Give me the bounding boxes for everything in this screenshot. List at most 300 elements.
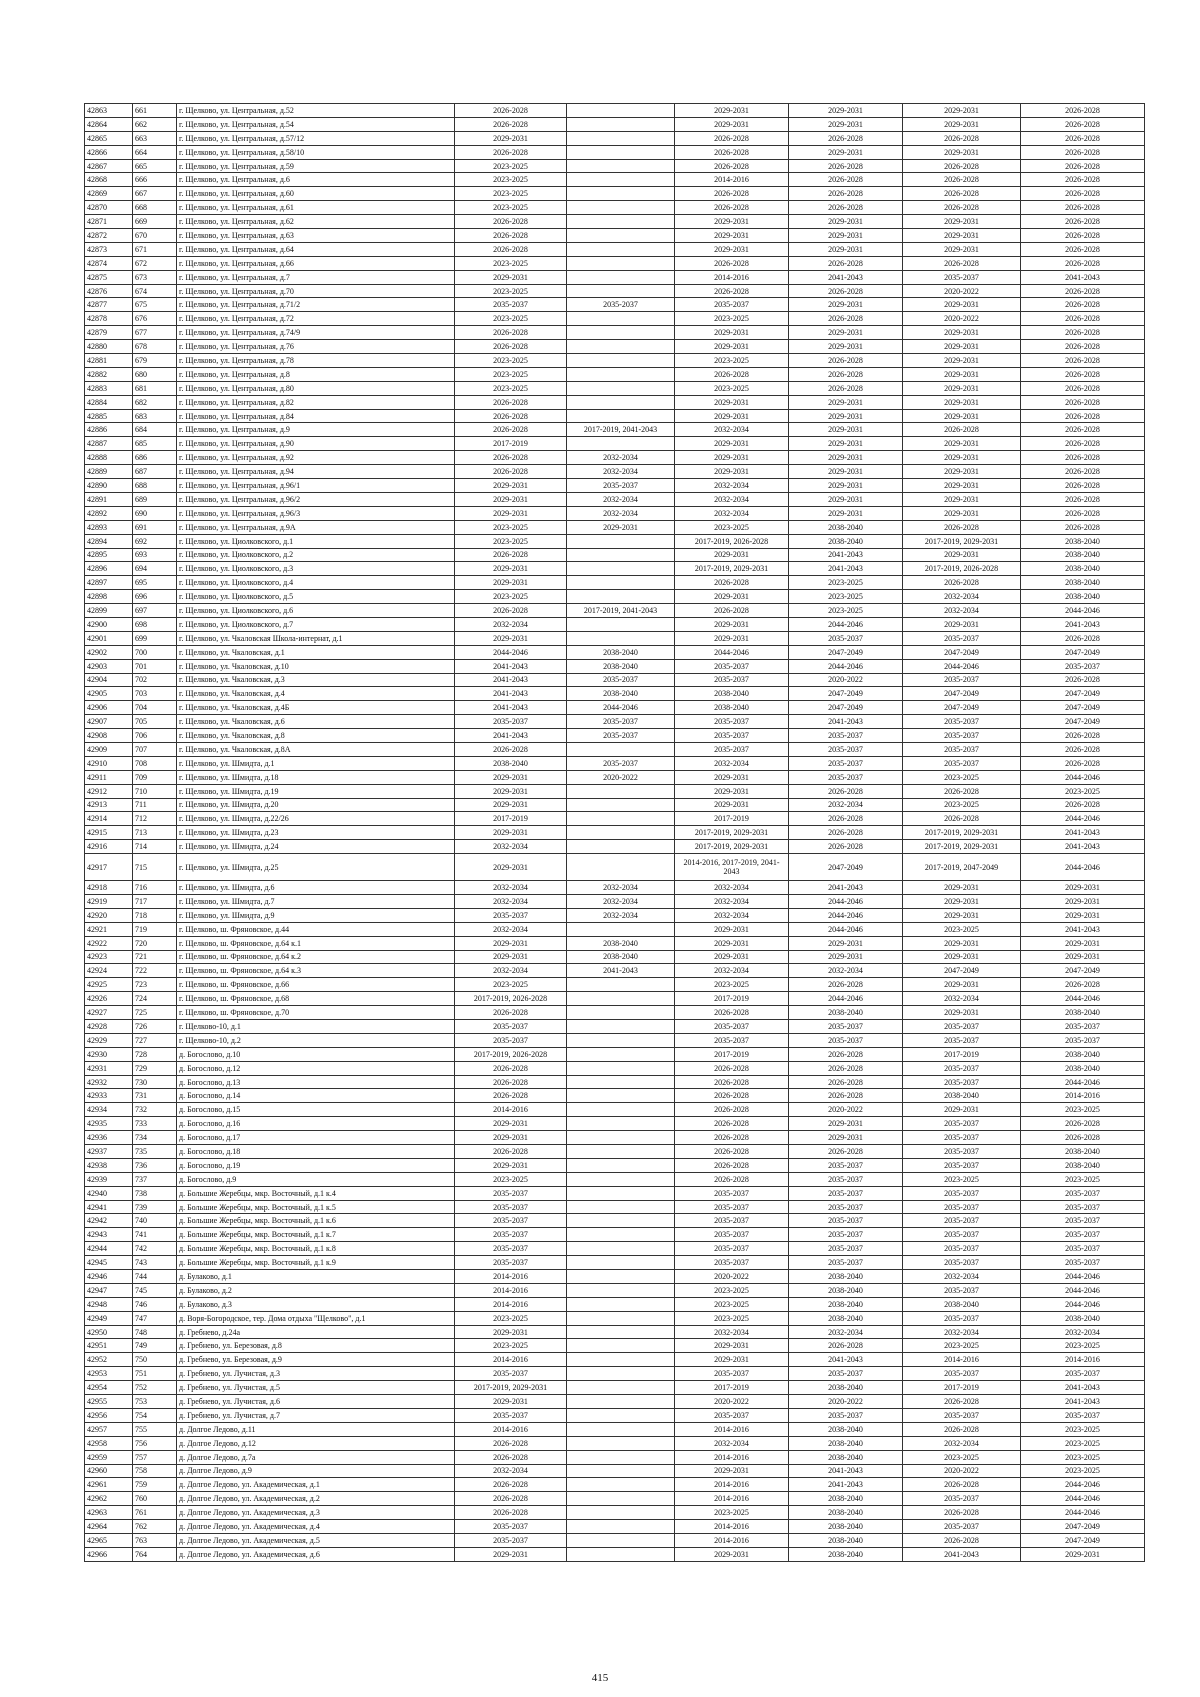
table-row <box>85 1547 1145 1561</box>
row-number-cell: 698 <box>133 617 177 631</box>
period-cell-6: 2026-2028 <box>1021 284 1145 298</box>
period-cell-6: 2026-2028 <box>1021 229 1145 243</box>
address-cell: г. Щелково, ул. Центральная, д.9 <box>177 423 455 437</box>
period-cell-2 <box>567 1506 675 1520</box>
period-cell-3: 2029-2031 <box>675 340 789 354</box>
period-cell-1: 2014-2016 <box>455 1283 567 1297</box>
row-number-cell: 681 <box>133 381 177 395</box>
period-cell-5: 2026-2028 <box>903 201 1021 215</box>
table-row <box>85 1006 1145 1020</box>
period-cell-1: 2029-2031 <box>455 1395 567 1409</box>
address-cell: г. Щелково, ул. Центральная, д.63 <box>177 229 455 243</box>
row-number-cell: 710 <box>133 784 177 798</box>
period-cell-6: 2026-2028 <box>1021 756 1145 770</box>
row-number-cell: 728 <box>133 1047 177 1061</box>
period-cell-1: 2026-2028 <box>455 409 567 423</box>
period-cell-5: 2035-2037 <box>903 1228 1021 1242</box>
period-cell-6: 2026-2028 <box>1021 479 1145 493</box>
address-cell: д. Долгое Ледово, д.11 <box>177 1422 455 1436</box>
period-cell-1: 2035-2037 <box>455 1367 567 1381</box>
period-cell-6: 2026-2028 <box>1021 520 1145 534</box>
row-number-cell: 700 <box>133 645 177 659</box>
period-cell-1: 2023-2025 <box>455 159 567 173</box>
period-cell-1: 2017-2019, 2026-2028 <box>455 1047 567 1061</box>
address-cell: г. Щелково, ул. Шмидта, д.1 <box>177 756 455 770</box>
period-cell-6: 2038-2040 <box>1021 576 1145 590</box>
address-cell: г. Щелково, ул. Центральная, д.90 <box>177 437 455 451</box>
row-number-cell: 693 <box>133 548 177 562</box>
period-cell-3: 2017-2019, 2029-2031 <box>675 826 789 840</box>
period-cell-4: 2047-2049 <box>789 687 903 701</box>
period-cell-2 <box>567 354 675 368</box>
period-cell-1: 2029-2031 <box>455 562 567 576</box>
period-cell-4: 2026-2028 <box>789 1339 903 1353</box>
address-cell: г. Щелково, ул. Центральная, д.7 <box>177 270 455 284</box>
period-cell-1: 2026-2028 <box>455 145 567 159</box>
address-cell: д. Богослово, д.9 <box>177 1172 455 1186</box>
row-id-cell: 42880 <box>85 340 133 354</box>
row-number-cell: 683 <box>133 409 177 423</box>
row-id-cell: 42899 <box>85 604 133 618</box>
row-id-cell: 42901 <box>85 631 133 645</box>
period-cell-4: 2029-2031 <box>789 340 903 354</box>
period-cell-2: 2035-2037 <box>567 715 675 729</box>
period-cell-6: 2038-2040 <box>1021 1145 1145 1159</box>
row-id-cell: 42948 <box>85 1297 133 1311</box>
period-cell-1: 2035-2037 <box>455 1533 567 1547</box>
table-row <box>85 145 1145 159</box>
period-cell-1: 2026-2028 <box>455 465 567 479</box>
table-row <box>85 1408 1145 1422</box>
period-cell-5: 2029-2031 <box>903 437 1021 451</box>
period-cell-4: 2035-2037 <box>789 1214 903 1228</box>
row-id-cell: 42930 <box>85 1047 133 1061</box>
period-cell-3: 2014-2016 <box>675 1478 789 1492</box>
period-cell-2: 2017-2019, 2041-2043 <box>567 423 675 437</box>
period-cell-6: 2035-2037 <box>1021 1214 1145 1228</box>
period-cell-3: 2032-2034 <box>675 1325 789 1339</box>
table-row <box>85 1172 1145 1186</box>
row-number-cell: 744 <box>133 1270 177 1284</box>
address-cell: г. Щелково, ш. Фряновское, д.64 к.1 <box>177 936 455 950</box>
period-cell-6: 2026-2028 <box>1021 326 1145 340</box>
period-cell-6: 2038-2040 <box>1021 1158 1145 1172</box>
period-cell-5: 2026-2028 <box>903 812 1021 826</box>
period-cell-2 <box>567 798 675 812</box>
period-cell-2 <box>567 159 675 173</box>
period-cell-1: 2029-2031 <box>455 1131 567 1145</box>
table-row <box>85 576 1145 590</box>
address-cell: д. Большие Жеребцы, мкр. Восточный, д.1 к.6 <box>177 1214 455 1228</box>
period-cell-6: 2026-2028 <box>1021 465 1145 479</box>
period-cell-3: 2029-2031 <box>675 590 789 604</box>
period-cell-6: 2038-2040 <box>1021 562 1145 576</box>
period-cell-4: 2044-2046 <box>789 922 903 936</box>
row-id-cell: 42929 <box>85 1033 133 1047</box>
period-cell-6: 2026-2028 <box>1021 298 1145 312</box>
period-cell-3: 2038-2040 <box>675 687 789 701</box>
address-cell: г. Щелково, ул. Чкаловская, д.4 <box>177 687 455 701</box>
table-row <box>85 1131 1145 1145</box>
row-number-cell: 747 <box>133 1311 177 1325</box>
row-number-cell: 694 <box>133 562 177 576</box>
period-cell-4: 2041-2043 <box>789 548 903 562</box>
period-cell-3: 2035-2037 <box>675 1228 789 1242</box>
period-cell-5: 2038-2040 <box>903 1297 1021 1311</box>
period-cell-4: 2023-2025 <box>789 590 903 604</box>
row-number-cell: 752 <box>133 1381 177 1395</box>
period-cell-6: 2044-2046 <box>1021 770 1145 784</box>
period-cell-6: 2026-2028 <box>1021 187 1145 201</box>
row-id-cell: 42875 <box>85 270 133 284</box>
row-number-cell: 730 <box>133 1075 177 1089</box>
row-id-cell: 42890 <box>85 479 133 493</box>
period-cell-6: 2044-2046 <box>1021 1492 1145 1506</box>
period-cell-2: 2032-2034 <box>567 506 675 520</box>
period-cell-3: 2035-2037 <box>675 729 789 743</box>
period-cell-5: 2035-2037 <box>903 1520 1021 1534</box>
period-cell-1: 2023-2025 <box>455 1311 567 1325</box>
row-id-cell: 42938 <box>85 1158 133 1172</box>
period-cell-3: 2029-2031 <box>675 451 789 465</box>
period-cell-6: 2029-2031 <box>1021 1547 1145 1561</box>
table-row <box>85 451 1145 465</box>
address-cell: г. Щелково, ул. Центральная, д.52 <box>177 104 455 118</box>
period-cell-2 <box>567 1353 675 1367</box>
period-cell-6: 2041-2043 <box>1021 617 1145 631</box>
row-id-cell: 42937 <box>85 1145 133 1159</box>
period-cell-2: 2032-2034 <box>567 908 675 922</box>
period-cell-4: 2029-2031 <box>789 395 903 409</box>
period-cell-3: 2029-2031 <box>675 1353 789 1367</box>
row-id-cell: 42931 <box>85 1061 133 1075</box>
period-cell-1: 2041-2043 <box>455 659 567 673</box>
period-cell-2 <box>567 1450 675 1464</box>
period-cell-5: 2035-2037 <box>903 1158 1021 1172</box>
period-cell-1: 2029-2031 <box>455 854 567 881</box>
table-row <box>85 894 1145 908</box>
address-cell: д. Богослово, д.19 <box>177 1158 455 1172</box>
table-row <box>85 562 1145 576</box>
period-cell-1: 2044-2046 <box>455 645 567 659</box>
period-cell-1: 2014-2016 <box>455 1103 567 1117</box>
period-cell-6: 2047-2049 <box>1021 701 1145 715</box>
row-id-cell: 42941 <box>85 1200 133 1214</box>
period-cell-6: 2035-2037 <box>1021 659 1145 673</box>
period-cell-4: 2029-2031 <box>789 465 903 479</box>
table-row <box>85 590 1145 604</box>
row-number-cell: 695 <box>133 576 177 590</box>
period-cell-6: 2026-2028 <box>1021 312 1145 326</box>
period-cell-3: 2026-2028 <box>675 145 789 159</box>
row-id-cell: 42869 <box>85 187 133 201</box>
address-cell: д. Богослово, д.16 <box>177 1117 455 1131</box>
row-number-cell: 763 <box>133 1533 177 1547</box>
period-cell-5: 2020-2022 <box>903 284 1021 298</box>
period-cell-1: 2017-2019, 2029-2031 <box>455 1381 567 1395</box>
period-cell-2: 2032-2034 <box>567 451 675 465</box>
table-row <box>85 534 1145 548</box>
period-cell-6: 2044-2046 <box>1021 1478 1145 1492</box>
period-cell-4: 2029-2031 <box>789 423 903 437</box>
table-row <box>85 840 1145 854</box>
row-id-cell: 42863 <box>85 104 133 118</box>
row-id-cell: 42898 <box>85 590 133 604</box>
period-cell-3: 2026-2028 <box>675 1103 789 1117</box>
row-id-cell: 42910 <box>85 756 133 770</box>
period-cell-6: 2041-2043 <box>1021 922 1145 936</box>
row-number-cell: 692 <box>133 534 177 548</box>
row-number-cell: 705 <box>133 715 177 729</box>
period-cell-2: 2035-2037 <box>567 298 675 312</box>
table-row <box>85 506 1145 520</box>
row-number-cell: 729 <box>133 1061 177 1075</box>
period-cell-3: 2032-2034 <box>675 756 789 770</box>
period-cell-4: 2023-2025 <box>789 604 903 618</box>
address-cell: г. Щелково, ул. Центральная, д.71/2 <box>177 298 455 312</box>
table-row <box>85 645 1145 659</box>
period-cell-5: 2029-2031 <box>903 242 1021 256</box>
table-row <box>85 201 1145 215</box>
period-cell-6: 2026-2028 <box>1021 1117 1145 1131</box>
period-cell-6: 2026-2028 <box>1021 673 1145 687</box>
row-number-cell: 722 <box>133 964 177 978</box>
period-cell-5: 2035-2037 <box>903 729 1021 743</box>
row-id-cell: 42960 <box>85 1464 133 1478</box>
row-number-cell: 688 <box>133 479 177 493</box>
period-cell-1: 2023-2025 <box>455 201 567 215</box>
period-cell-2: 2038-2040 <box>567 687 675 701</box>
period-cell-6: 2044-2046 <box>1021 604 1145 618</box>
period-cell-3: 2032-2034 <box>675 506 789 520</box>
row-id-cell: 42881 <box>85 354 133 368</box>
period-cell-4: 2044-2046 <box>789 992 903 1006</box>
address-cell: г. Щелково, ул. Циолковского, д.2 <box>177 548 455 562</box>
table-row <box>85 978 1145 992</box>
address-cell: г. Щелково, ул. Чкаловская, д.6 <box>177 715 455 729</box>
period-cell-5: 2029-2031 <box>903 215 1021 229</box>
period-cell-6: 2041-2043 <box>1021 1381 1145 1395</box>
period-cell-2 <box>567 1381 675 1395</box>
period-cell-6: 2029-2031 <box>1021 881 1145 895</box>
period-cell-2 <box>567 1228 675 1242</box>
table-row <box>85 1464 1145 1478</box>
row-id-cell: 42950 <box>85 1325 133 1339</box>
period-cell-5: 2029-2031 <box>903 367 1021 381</box>
row-number-cell: 679 <box>133 354 177 368</box>
row-number-cell: 663 <box>133 131 177 145</box>
period-cell-4: 2026-2028 <box>789 840 903 854</box>
period-cell-3: 2026-2028 <box>675 367 789 381</box>
address-cell: г. Щелково, ул. Центральная, д.70 <box>177 284 455 298</box>
period-cell-5: 2035-2037 <box>903 1186 1021 1200</box>
period-cell-1: 2026-2028 <box>455 242 567 256</box>
address-cell: д. Большие Жеребцы, мкр. Восточный, д.1 к.8 <box>177 1242 455 1256</box>
period-cell-4: 2029-2031 <box>789 229 903 243</box>
period-cell-1: 2029-2031 <box>455 784 567 798</box>
period-cell-5: 2047-2049 <box>903 645 1021 659</box>
address-cell: г. Щелково, ул. Чкаловская Школа-интернат, д.1 <box>177 631 455 645</box>
period-cell-5: 2026-2028 <box>903 1422 1021 1436</box>
period-cell-3: 2026-2028 <box>675 1131 789 1145</box>
period-cell-2: 2035-2037 <box>567 673 675 687</box>
period-cell-1: 2026-2028 <box>455 423 567 437</box>
row-id-cell: 42907 <box>85 715 133 729</box>
period-cell-5: 2017-2019 <box>903 1381 1021 1395</box>
period-cell-5: 2035-2037 <box>903 1033 1021 1047</box>
period-cell-3: 2023-2025 <box>675 381 789 395</box>
period-cell-2 <box>567 922 675 936</box>
period-cell-3: 2026-2028 <box>675 1006 789 1020</box>
table-row <box>85 1506 1145 1520</box>
period-cell-1: 2032-2034 <box>455 840 567 854</box>
period-cell-5: 2032-2034 <box>903 604 1021 618</box>
period-cell-5: 2035-2037 <box>903 1131 1021 1145</box>
table-row <box>85 1242 1145 1256</box>
row-number-cell: 707 <box>133 742 177 756</box>
address-cell: д. Богослово, д.10 <box>177 1047 455 1061</box>
address-cell: д. Большие Жеребцы, мкр. Восточный, д.1 к.5 <box>177 1200 455 1214</box>
period-cell-6: 2023-2025 <box>1021 1464 1145 1478</box>
table-row <box>85 1186 1145 1200</box>
row-number-cell: 761 <box>133 1506 177 1520</box>
row-number-cell: 708 <box>133 756 177 770</box>
period-cell-5: 2035-2037 <box>903 1061 1021 1075</box>
table-row <box>85 270 1145 284</box>
table-row <box>85 742 1145 756</box>
period-cell-1: 2023-2025 <box>455 1339 567 1353</box>
period-cell-1: 2029-2031 <box>455 798 567 812</box>
period-cell-1: 2017-2019 <box>455 812 567 826</box>
period-cell-4: 2035-2037 <box>789 756 903 770</box>
period-cell-5: 2017-2019, 2047-2049 <box>903 854 1021 881</box>
period-cell-4: 2038-2040 <box>789 1297 903 1311</box>
table-row <box>85 1520 1145 1534</box>
row-number-cell: 690 <box>133 506 177 520</box>
row-number-cell: 662 <box>133 117 177 131</box>
period-cell-1: 2035-2037 <box>455 908 567 922</box>
row-id-cell: 42924 <box>85 964 133 978</box>
period-cell-6: 2026-2028 <box>1021 131 1145 145</box>
row-id-cell: 42956 <box>85 1408 133 1422</box>
address-cell: г. Щелково, ул. Шмидта, д.25 <box>177 854 455 881</box>
period-cell-6: 2029-2031 <box>1021 936 1145 950</box>
table-row <box>85 423 1145 437</box>
period-cell-2 <box>567 1256 675 1270</box>
period-cell-3: 2017-2019 <box>675 992 789 1006</box>
period-cell-1: 2032-2034 <box>455 881 567 895</box>
period-cell-5: 2029-2031 <box>903 354 1021 368</box>
table-row <box>85 992 1145 1006</box>
period-cell-2 <box>567 1408 675 1422</box>
period-cell-2: 2038-2040 <box>567 950 675 964</box>
address-cell: г. Щелково, ул. Центральная, д.58/10 <box>177 145 455 159</box>
period-cell-5: 2029-2031 <box>903 451 1021 465</box>
period-cell-6: 2026-2028 <box>1021 798 1145 812</box>
period-cell-3: 2014-2016 <box>675 1450 789 1464</box>
period-cell-6: 2041-2043 <box>1021 826 1145 840</box>
address-cell: г. Щелково, ул. Центральная, д.66 <box>177 256 455 270</box>
period-cell-2 <box>567 409 675 423</box>
period-cell-5: 2026-2028 <box>903 784 1021 798</box>
period-cell-5: 2032-2034 <box>903 1270 1021 1284</box>
period-cell-5: 2029-2031 <box>903 145 1021 159</box>
period-cell-4: 2026-2028 <box>789 1089 903 1103</box>
period-cell-2 <box>567 131 675 145</box>
row-number-cell: 704 <box>133 701 177 715</box>
row-number-cell: 725 <box>133 1006 177 1020</box>
period-cell-5: 2035-2037 <box>903 1242 1021 1256</box>
row-id-cell: 42957 <box>85 1422 133 1436</box>
address-cell: г. Щелково, ул. Чкаловская, д.3 <box>177 673 455 687</box>
period-cell-4: 2020-2022 <box>789 673 903 687</box>
period-cell-4: 2038-2040 <box>789 1506 903 1520</box>
table-row <box>85 1089 1145 1103</box>
address-cell: г. Щелково, ул. Центральная, д.9А <box>177 520 455 534</box>
row-number-cell: 678 <box>133 340 177 354</box>
address-cell: г. Щелково, ул. Шмидта, д.18 <box>177 770 455 784</box>
period-cell-5: 2029-2031 <box>903 881 1021 895</box>
period-cell-4: 2038-2040 <box>789 1436 903 1450</box>
table-row <box>85 922 1145 936</box>
table-row <box>85 1381 1145 1395</box>
period-cell-6: 2026-2028 <box>1021 256 1145 270</box>
row-id-cell: 42874 <box>85 256 133 270</box>
period-cell-1: 2041-2043 <box>455 729 567 743</box>
row-number-cell: 739 <box>133 1200 177 1214</box>
row-number-cell: 757 <box>133 1450 177 1464</box>
period-cell-6: 2035-2037 <box>1021 1200 1145 1214</box>
address-cell: г. Щелково, ул. Чкаловская, д.8А <box>177 742 455 756</box>
period-cell-4: 2026-2028 <box>789 812 903 826</box>
period-cell-1: 2023-2025 <box>455 187 567 201</box>
period-cell-2 <box>567 1395 675 1409</box>
address-cell: г. Щелково, ул. Чкаловская, д.4Б <box>177 701 455 715</box>
row-id-cell: 42892 <box>85 506 133 520</box>
period-cell-5: 2035-2037 <box>903 1408 1021 1422</box>
row-id-cell: 42955 <box>85 1395 133 1409</box>
period-cell-2 <box>567 1089 675 1103</box>
period-cell-4: 2041-2043 <box>789 881 903 895</box>
address-cell: г. Щелково, ул. Центральная, д.60 <box>177 187 455 201</box>
row-id-cell: 42912 <box>85 784 133 798</box>
row-id-cell: 42879 <box>85 326 133 340</box>
address-cell: г. Щелково-10, д.1 <box>177 1020 455 1034</box>
period-cell-5: 2032-2034 <box>903 1325 1021 1339</box>
row-number-cell: 719 <box>133 922 177 936</box>
period-cell-4: 2041-2043 <box>789 715 903 729</box>
row-id-cell: 42964 <box>85 1520 133 1534</box>
table-row <box>85 1256 1145 1270</box>
period-cell-5: 2029-2031 <box>903 229 1021 243</box>
table-row <box>85 284 1145 298</box>
period-cell-1: 2026-2028 <box>455 229 567 243</box>
period-cell-6: 2014-2016 <box>1021 1089 1145 1103</box>
period-cell-1: 2026-2028 <box>455 548 567 562</box>
address-cell: г. Щелково, ул. Центральная, д.96/2 <box>177 492 455 506</box>
period-cell-4: 2029-2031 <box>789 145 903 159</box>
period-cell-2 <box>567 1131 675 1145</box>
row-id-cell: 42889 <box>85 465 133 479</box>
period-cell-3: 2029-2031 <box>675 798 789 812</box>
table-row <box>85 1075 1145 1089</box>
period-cell-6: 2044-2046 <box>1021 854 1145 881</box>
row-id-cell: 42897 <box>85 576 133 590</box>
row-id-cell: 42946 <box>85 1270 133 1284</box>
period-cell-6: 2047-2049 <box>1021 645 1145 659</box>
period-cell-3: 2023-2025 <box>675 1311 789 1325</box>
row-id-cell: 42911 <box>85 770 133 784</box>
